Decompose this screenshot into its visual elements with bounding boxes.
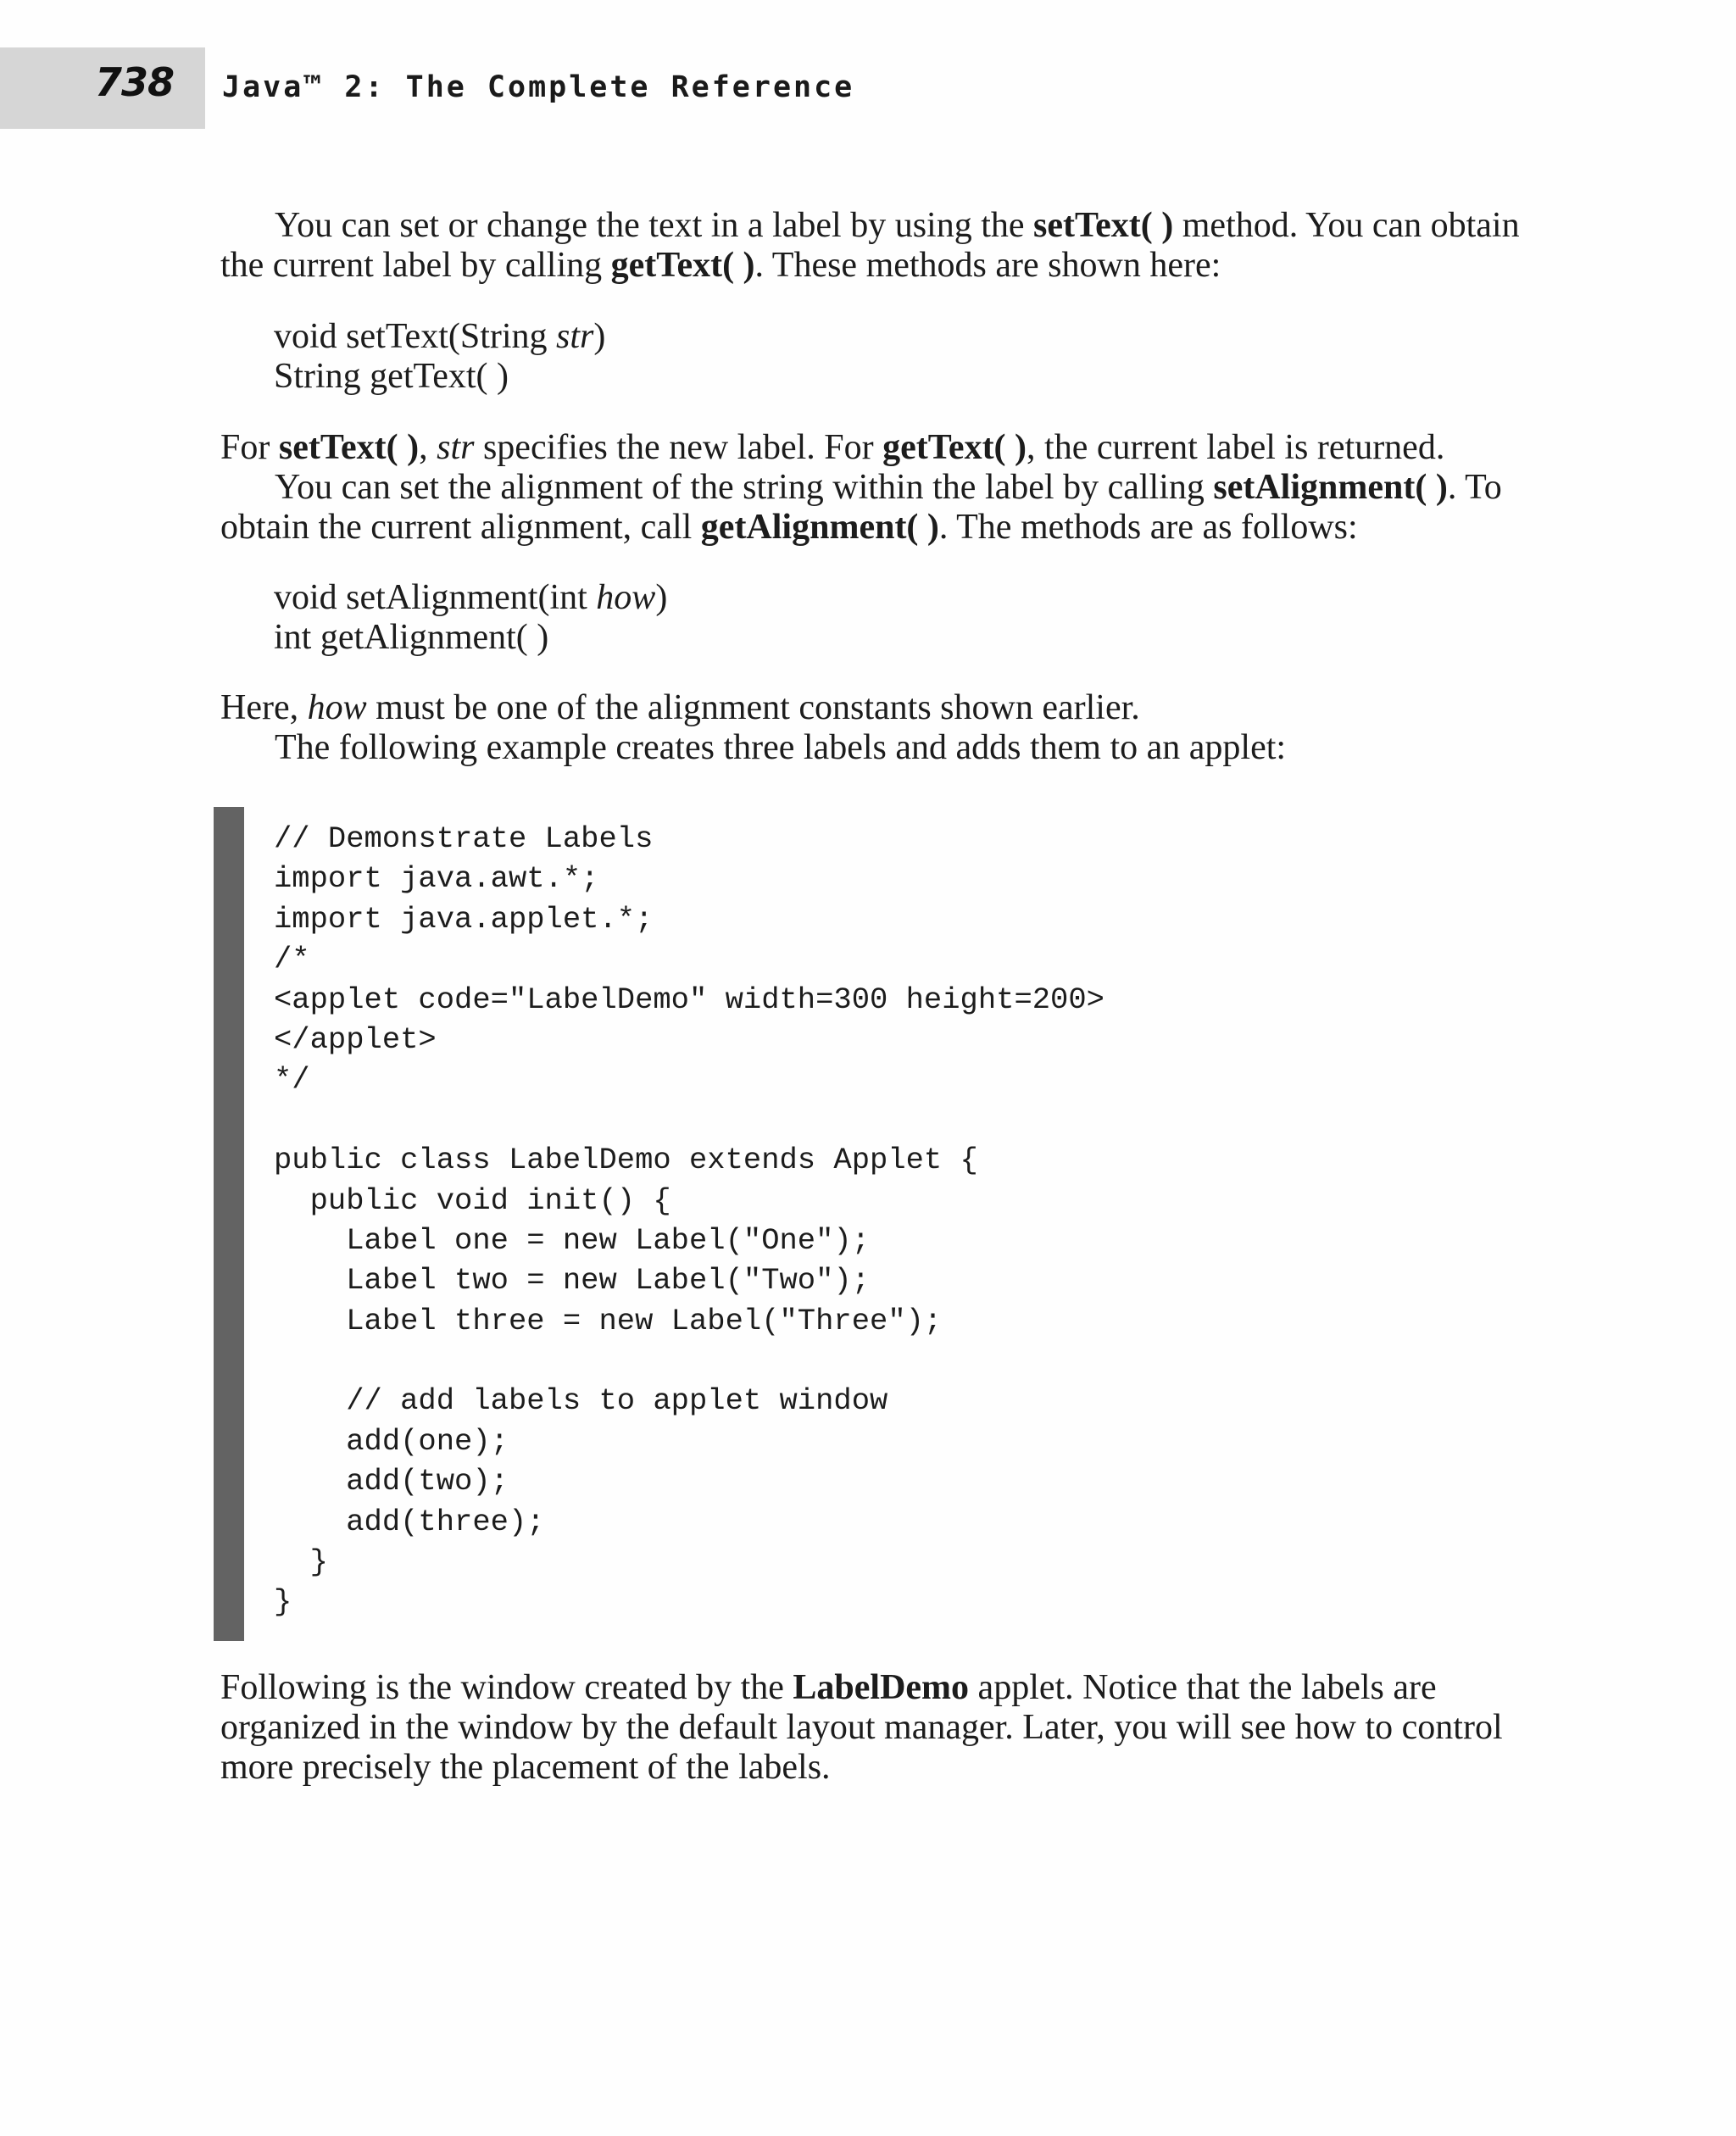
code-line: public void init() { (274, 1182, 671, 1218)
code-line: import java.awt.*; (274, 861, 599, 897)
paragraph-how (220, 688, 1543, 728)
text-run: Here, (220, 688, 308, 727)
text-run: You can set or change the text in a label by using the (275, 206, 1034, 245)
code-line: } (274, 1544, 328, 1580)
paragraph-alignment-intro (220, 468, 1543, 548)
code-line: public class LabelDemo extends Applet { (274, 1143, 978, 1178)
paragraph-settext-intro (220, 206, 1543, 286)
text-run: void setText(String (274, 317, 557, 356)
code-line (274, 1341, 1104, 1381)
method-name: getText( ) (610, 246, 755, 285)
method-name: getAlignment( ) (700, 508, 939, 547)
code-line: // Demonstrate Labels (274, 821, 654, 856)
code-line: Label two = new Label("Two"); (274, 1263, 871, 1299)
method-name: setAlignment( ) (1213, 468, 1448, 507)
method-name: getText( ) (882, 428, 1027, 467)
text-run: , the current label is returned. (1027, 428, 1445, 467)
class-name: LabelDemo (793, 1668, 970, 1707)
parameter-name: str (556, 317, 594, 356)
code-line: add(one); (274, 1423, 509, 1459)
code-line: add(two); (274, 1464, 509, 1499)
code-line: /* (274, 942, 310, 977)
method-signature-settext (274, 317, 605, 357)
text-run: void setAlignment(int (274, 578, 597, 617)
code-line (274, 1100, 1104, 1140)
code-line: } (274, 1584, 292, 1620)
text-run: must be one of the alignment constants shown earlier. (366, 688, 1140, 727)
method-name: setText( ) (1033, 206, 1174, 245)
code-listing (274, 819, 1104, 1622)
code-line: Label one = new Label("One"); (274, 1222, 871, 1258)
text-run: , (419, 428, 437, 467)
code-line: <applet code="LabelDemo" width=300 height=200> (274, 982, 1104, 1017)
text-run: ) (655, 578, 668, 617)
code-line: </applet> (274, 1021, 437, 1057)
text-run: specifies the new label. For (474, 428, 883, 467)
text-run: . The methods are as follows: (938, 508, 1358, 547)
code-listing-bar (214, 807, 244, 1641)
text-run: . These methods are shown here: (754, 246, 1221, 285)
text-run: You can set the alignment of the string within the label by calling (275, 468, 1214, 507)
text-run: method. You can obtain the current label by calling (220, 206, 1520, 285)
parameter-name: how (596, 578, 656, 617)
paragraph-example-intro: The following example creates three labels and adds them to an applet: (275, 728, 1287, 767)
code-line: add(three); (274, 1504, 545, 1539)
text-run: For (220, 428, 279, 467)
code-line: // add labels to applet window (274, 1383, 888, 1419)
text-run: applet. Notice that the labels are organized in the window by the default layout manager. Later, you will see how to control more precisely the placement of the labels. (220, 1668, 1503, 1787)
text-run: . To obtain the current alignment, call (220, 468, 1502, 547)
method-signature-gettext: String getText( ) (274, 357, 509, 396)
method-signature-getalignment: int getAlignment( ) (274, 618, 549, 657)
code-line: import java.applet.*; (274, 901, 654, 937)
parameter-name: how (307, 688, 367, 727)
page-number: 738 (95, 59, 175, 105)
code-line: */ (274, 1062, 310, 1098)
method-name: setText( ) (278, 428, 420, 467)
text-run: Following is the window created by the (220, 1668, 793, 1707)
parameter-name: str (437, 428, 475, 467)
method-signature-setalignment (274, 578, 667, 618)
text-run: ) (593, 317, 606, 356)
code-line: Label three = new Label("Three"); (274, 1303, 943, 1338)
paragraph-labeldemo-window (220, 1668, 1543, 1788)
running-title: Java™ 2: The Complete Reference (222, 70, 855, 104)
paragraph-settext-explain (220, 428, 1543, 468)
